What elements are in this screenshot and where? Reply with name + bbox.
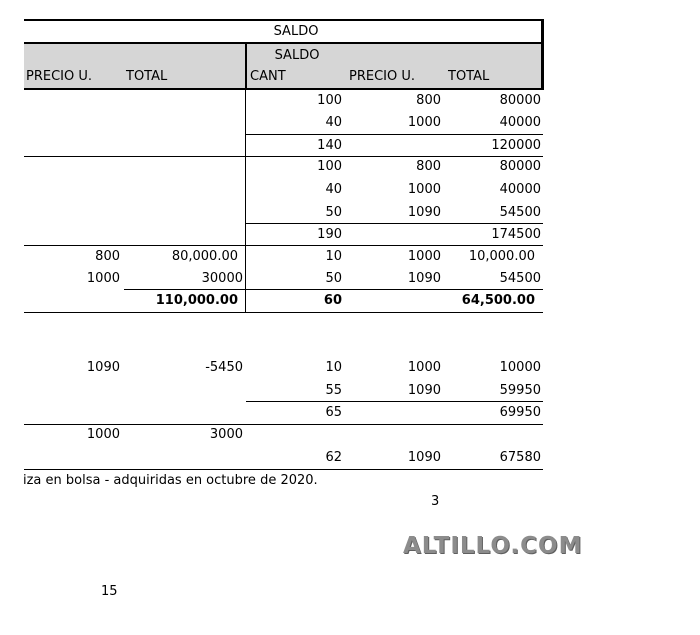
section-rule (24, 312, 543, 313)
table-cell-total: 40000 (499, 182, 541, 197)
table-cell-left-precio: 1000 (86, 427, 120, 442)
table-cell-left-total: 30000 (201, 271, 243, 286)
header-top-title: SALDO (273, 24, 319, 39)
table-cell-cant: 50 (325, 205, 342, 220)
column-header-left-precio: PRECIO U. (26, 69, 93, 84)
table-cell-total: 54500 (499, 205, 541, 220)
table-cell-precio: 1090 (407, 383, 441, 398)
table-cell-cant: 140 (317, 138, 342, 153)
table-cell-left-total: 3000 (209, 427, 243, 442)
table-cell-left-precio: 1090 (86, 360, 120, 375)
table-cell-left-total: 80,000.00 (171, 249, 238, 264)
table-cell-total: 174500 (491, 227, 541, 242)
page-number: 3 (431, 494, 440, 509)
column-header-cant: CANT (250, 69, 286, 84)
header-sub-title: SALDO (274, 48, 320, 63)
table-cell-precio: 1090 (407, 450, 441, 465)
table-cell-left-total: -5450 (205, 360, 243, 375)
table-cell-total: 120000 (491, 138, 541, 153)
table-cell-precio: 800 (416, 159, 441, 174)
bottom-number: 15 (101, 584, 118, 599)
table-cell-cant: 60 (323, 293, 342, 308)
table-cell-cant: 62 (325, 450, 342, 465)
column-header-left-total: TOTAL (126, 69, 168, 84)
table-cell-cant: 40 (325, 115, 342, 130)
table-cell-precio: 1000 (407, 182, 441, 197)
header-right-border (541, 19, 544, 90)
table-cell-precio: 800 (416, 93, 441, 108)
watermark-logo: ALTILLO.COM (403, 533, 583, 559)
table-cell-cant: 100 (317, 159, 342, 174)
table-cell-total: 69950 (499, 405, 541, 420)
table-cell-total: 80000 (499, 159, 541, 174)
table-cell-precio: 1090 (407, 205, 441, 220)
table-cell-total: 54500 (499, 271, 541, 286)
table-cell-cant: 10 (325, 360, 342, 375)
table-cell-precio: 1000 (407, 360, 441, 375)
table-cell-total: 40000 (499, 115, 541, 130)
table-cell-cant: 10 (325, 249, 342, 264)
table-cell-cant: 100 (317, 93, 342, 108)
table-cell-precio: 1090 (407, 271, 441, 286)
header-top-border (24, 19, 544, 21)
table-cell-cant: 190 (317, 227, 342, 242)
table-cell-total: 10,000.00 (468, 249, 535, 264)
footer-note: iza en bolsa - adquiridas en octubre de 2020. (23, 473, 318, 488)
table-cell-left-total: 110,000.00 (155, 293, 238, 308)
table-cell-total: 10000 (499, 360, 541, 375)
table-cell-precio: 1000 (407, 249, 441, 264)
table-cell-cant: 65 (325, 405, 342, 420)
table-bottom-rule (24, 469, 543, 470)
table-cell-total: 59950 (499, 383, 541, 398)
table-cell-total: 67580 (499, 450, 541, 465)
table-cell-left-precio: 1000 (86, 271, 120, 286)
table-cell-cant: 55 (325, 383, 342, 398)
table-cell-left-precio: 800 (95, 249, 120, 264)
table-cell-precio: 1000 (407, 115, 441, 130)
table-cell-cant: 50 (325, 271, 342, 286)
column-header-right-precio: PRECIO U. (349, 69, 416, 84)
column-header-right-total: TOTAL (448, 69, 490, 84)
table-cell-total: 64,500.00 (461, 293, 535, 308)
table-cell-cant: 40 (325, 182, 342, 197)
table-cell-total: 80000 (499, 93, 541, 108)
